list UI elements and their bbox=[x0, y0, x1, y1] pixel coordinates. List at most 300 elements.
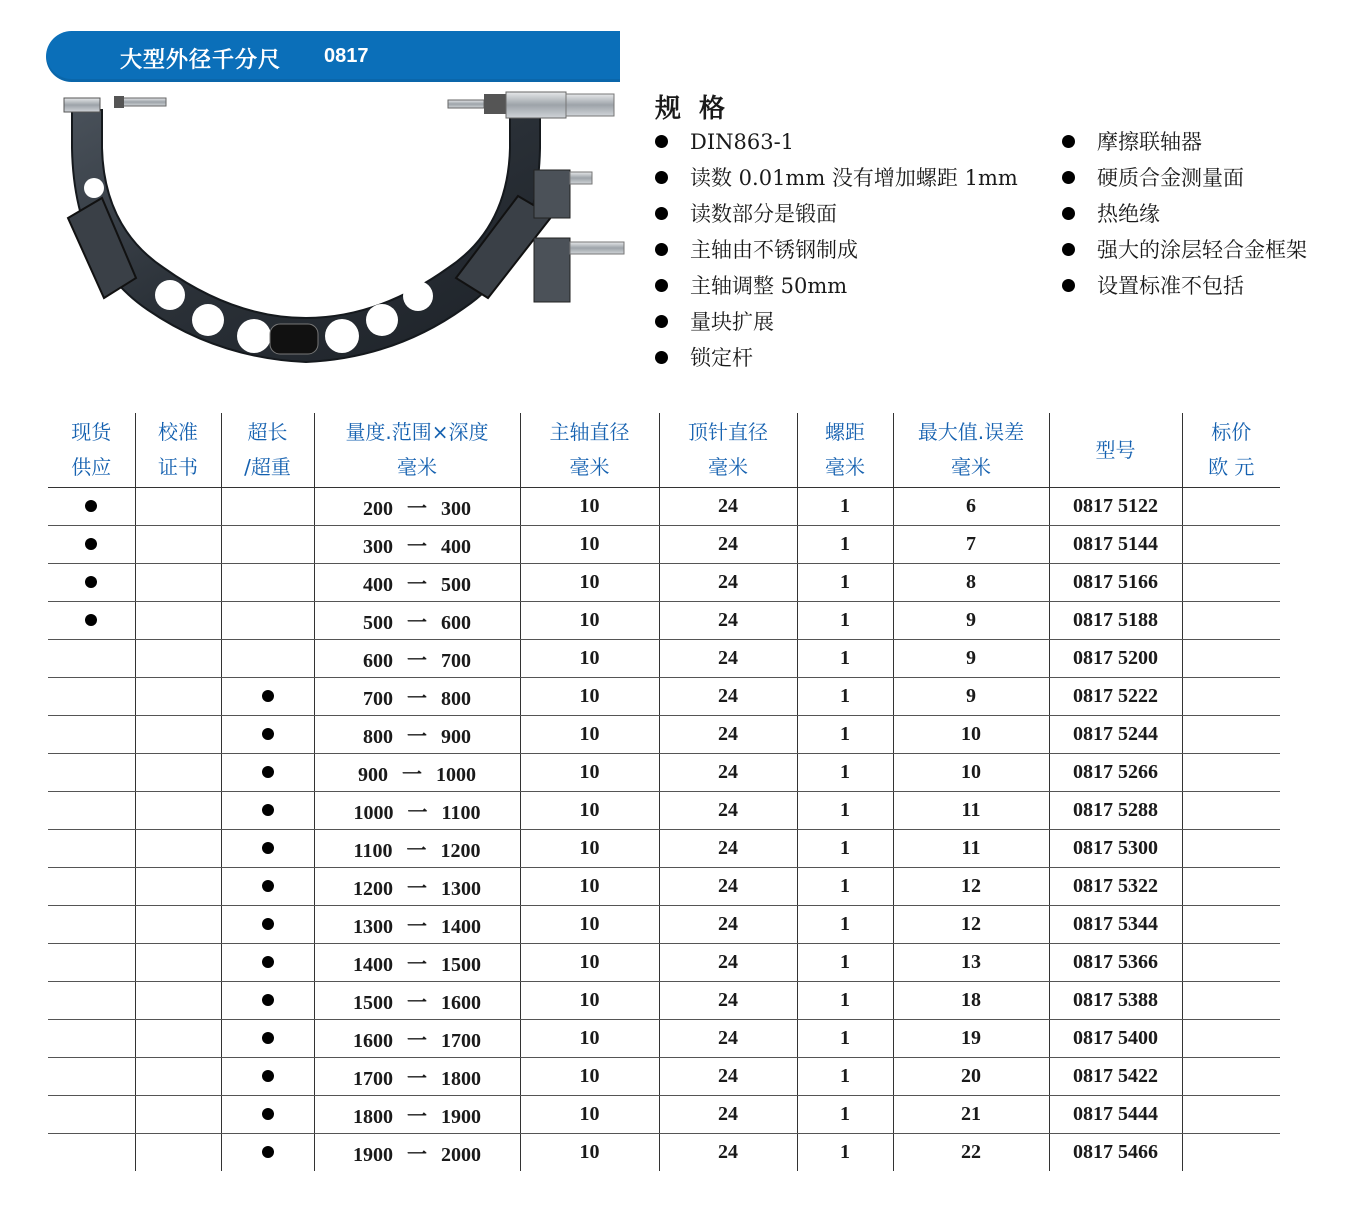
max-error: 19 bbox=[961, 1027, 981, 1049]
table-cell bbox=[1182, 868, 1280, 906]
table-cell bbox=[48, 488, 135, 526]
range-value bbox=[363, 606, 471, 635]
table-cell bbox=[1182, 640, 1280, 678]
table-cell bbox=[1049, 754, 1182, 792]
table-cell bbox=[221, 678, 314, 716]
bullet-icon bbox=[655, 135, 668, 148]
table-cell bbox=[135, 868, 221, 906]
max-error: 18 bbox=[961, 989, 981, 1011]
table-cell bbox=[48, 754, 135, 792]
bullet-icon bbox=[1062, 207, 1075, 220]
pitch-value: 1 bbox=[840, 571, 850, 593]
spindle-diameter: 10 bbox=[579, 837, 600, 859]
table-cell bbox=[659, 564, 797, 602]
micrometer-photo bbox=[44, 88, 640, 378]
table-cell bbox=[221, 868, 314, 906]
pitch-value: 1 bbox=[840, 685, 850, 707]
anvil-diameter: 24 bbox=[718, 1065, 738, 1087]
anvil-diameter: 24 bbox=[718, 495, 738, 517]
table-cell bbox=[893, 716, 1049, 754]
table-cell bbox=[893, 944, 1049, 982]
bullet-icon bbox=[262, 880, 274, 892]
range-to: 400 bbox=[441, 536, 471, 558]
bullet-icon bbox=[262, 1108, 274, 1120]
spec-item bbox=[655, 162, 1018, 198]
table-cell bbox=[797, 640, 893, 678]
table-cell bbox=[314, 792, 520, 830]
table-cell bbox=[314, 716, 520, 754]
table-cell bbox=[221, 1020, 314, 1058]
range-dash: 一 bbox=[407, 1068, 427, 1090]
range-value bbox=[353, 986, 481, 1015]
table-row bbox=[48, 1134, 1280, 1172]
bullet-icon bbox=[655, 243, 668, 256]
column-header-line1: 现货 bbox=[71, 420, 112, 444]
max-error: 20 bbox=[961, 1065, 981, 1087]
column-header-line1: 型号 bbox=[1095, 437, 1136, 462]
range-dash: 一 bbox=[407, 688, 427, 710]
range-dash: 一 bbox=[407, 536, 427, 558]
table-cell bbox=[659, 792, 797, 830]
bullet-icon bbox=[262, 690, 274, 702]
table-cell bbox=[797, 678, 893, 716]
bullet-icon bbox=[85, 614, 97, 626]
pitch-value: 1 bbox=[840, 913, 850, 935]
column-header-line1: 最大值.误差 bbox=[917, 420, 1025, 444]
bullet-icon bbox=[262, 728, 274, 740]
spec-text: 热绝缘 bbox=[1097, 202, 1160, 226]
table-cell bbox=[797, 792, 893, 830]
product-code: 0817 bbox=[324, 45, 369, 67]
anvil-diameter: 24 bbox=[718, 989, 738, 1011]
table-header-row bbox=[48, 413, 1280, 488]
table-cell bbox=[48, 868, 135, 906]
bullet-icon bbox=[655, 351, 668, 364]
pitch-value: 1 bbox=[840, 761, 850, 783]
model-number: 0817 5422 bbox=[1073, 1065, 1158, 1087]
table-row bbox=[48, 754, 1280, 792]
range-dash: 一 bbox=[406, 840, 427, 862]
bullet-icon bbox=[655, 315, 668, 328]
table-cell bbox=[1182, 1134, 1280, 1172]
table-row bbox=[48, 488, 1280, 526]
table-cell bbox=[48, 1058, 135, 1096]
spindle-diameter: 10 bbox=[579, 495, 600, 517]
table-cell bbox=[1049, 488, 1182, 526]
range-dash: 一 bbox=[407, 1144, 427, 1166]
table-cell bbox=[48, 944, 135, 982]
model-number: 0817 5244 bbox=[1073, 723, 1158, 745]
table-cell bbox=[314, 526, 520, 564]
column-header-line1: 主轴直径 bbox=[549, 420, 630, 444]
column-header bbox=[659, 413, 797, 488]
max-error: 8 bbox=[966, 571, 976, 593]
range-dash: 一 bbox=[407, 1030, 427, 1052]
anvil-diameter: 24 bbox=[718, 761, 738, 783]
spindle-diameter: 10 bbox=[579, 571, 600, 593]
table-row bbox=[48, 1020, 1280, 1058]
column-header bbox=[135, 413, 221, 488]
model-number: 0817 5288 bbox=[1073, 799, 1158, 821]
spec-list-right bbox=[1062, 126, 1307, 306]
max-error: 9 bbox=[966, 685, 976, 707]
table-cell bbox=[1049, 602, 1182, 640]
table-cell bbox=[797, 1096, 893, 1134]
table-cell bbox=[1049, 640, 1182, 678]
table-cell bbox=[1049, 944, 1182, 982]
range-from: 1000 bbox=[353, 802, 394, 824]
anvil-diameter: 24 bbox=[718, 533, 738, 555]
model-number: 0817 5466 bbox=[1073, 1141, 1158, 1163]
table-cell bbox=[48, 830, 135, 868]
spindle-diameter: 10 bbox=[579, 913, 600, 935]
range-to: 2000 bbox=[441, 1144, 481, 1166]
bullet-icon bbox=[262, 842, 274, 854]
column-header bbox=[1049, 413, 1182, 488]
spindle-diameter: 10 bbox=[579, 875, 600, 897]
column-header bbox=[314, 413, 520, 488]
table-cell bbox=[314, 982, 520, 1020]
table-cell bbox=[314, 830, 520, 868]
table-cell bbox=[1049, 1020, 1182, 1058]
bullet-icon bbox=[85, 576, 97, 588]
range-to: 1900 bbox=[441, 1106, 481, 1128]
table-cell bbox=[893, 830, 1049, 868]
spec-item bbox=[655, 234, 1018, 270]
table-cell bbox=[659, 830, 797, 868]
column-header-line1: 顶针直径 bbox=[688, 420, 768, 444]
range-value bbox=[353, 1138, 481, 1167]
range-from: 1400 bbox=[353, 954, 393, 976]
model-number: 0817 5300 bbox=[1073, 837, 1158, 859]
table-cell bbox=[659, 944, 797, 982]
table-cell bbox=[48, 526, 135, 564]
table-cell bbox=[1049, 1134, 1182, 1172]
table-cell bbox=[520, 1096, 659, 1134]
table-cell bbox=[893, 754, 1049, 792]
table-cell bbox=[135, 640, 221, 678]
table-cell bbox=[893, 1020, 1049, 1058]
table-cell bbox=[135, 754, 221, 792]
table-cell bbox=[659, 754, 797, 792]
table-row bbox=[48, 944, 1280, 982]
table-cell bbox=[797, 754, 893, 792]
range-from: 700 bbox=[363, 688, 393, 710]
table-cell bbox=[1182, 906, 1280, 944]
table-row bbox=[48, 830, 1280, 868]
column-header-line2: 毫米 bbox=[708, 455, 748, 479]
anvil-diameter: 24 bbox=[718, 951, 738, 973]
table-cell bbox=[314, 1096, 520, 1134]
model-number: 0817 5400 bbox=[1073, 1027, 1158, 1049]
table-cell bbox=[1182, 754, 1280, 792]
spec-item bbox=[655, 342, 1018, 378]
bullet-icon bbox=[262, 956, 274, 968]
table-cell bbox=[221, 640, 314, 678]
range-value bbox=[354, 834, 481, 863]
spec-text: 锁定杆 bbox=[690, 346, 753, 370]
table-cell bbox=[893, 602, 1049, 640]
table-cell bbox=[893, 982, 1049, 1020]
table-cell bbox=[520, 716, 659, 754]
table-cell bbox=[893, 640, 1049, 678]
table-cell bbox=[135, 982, 221, 1020]
spec-item bbox=[655, 270, 1018, 306]
table-cell bbox=[893, 1058, 1049, 1096]
table-cell bbox=[221, 754, 314, 792]
spec-item bbox=[1062, 198, 1307, 234]
page-title: 大型外径千分尺 bbox=[120, 48, 282, 73]
range-to: 500 bbox=[441, 574, 471, 596]
table-cell bbox=[1049, 982, 1182, 1020]
table-cell bbox=[520, 488, 659, 526]
table-cell bbox=[1182, 944, 1280, 982]
table-cell bbox=[135, 488, 221, 526]
model-number: 0817 5444 bbox=[1073, 1103, 1158, 1125]
range-to: 1100 bbox=[441, 802, 481, 824]
table-row bbox=[48, 1096, 1280, 1134]
range-value bbox=[363, 644, 471, 673]
range-dash: 一 bbox=[407, 992, 427, 1014]
column-header bbox=[520, 413, 659, 488]
range-value bbox=[358, 758, 476, 787]
column-header-line2: 毫米 bbox=[397, 455, 437, 479]
table-row bbox=[48, 1058, 1280, 1096]
bullet-icon bbox=[262, 994, 274, 1006]
table-cell bbox=[659, 678, 797, 716]
table-cell bbox=[221, 906, 314, 944]
range-value bbox=[363, 492, 471, 521]
table-cell bbox=[1049, 716, 1182, 754]
table-cell bbox=[1182, 1058, 1280, 1096]
table-cell bbox=[520, 564, 659, 602]
spec-item bbox=[655, 306, 1018, 342]
range-from: 800 bbox=[363, 726, 393, 748]
range-from: 1600 bbox=[353, 1030, 393, 1052]
anvil-diameter: 24 bbox=[718, 1027, 738, 1049]
bullet-icon bbox=[262, 766, 274, 778]
table-cell bbox=[135, 564, 221, 602]
table-cell bbox=[797, 602, 893, 640]
table-cell bbox=[797, 982, 893, 1020]
spindle-diameter: 10 bbox=[579, 1027, 600, 1049]
range-value bbox=[363, 720, 471, 749]
table-cell bbox=[797, 564, 893, 602]
model-number: 0817 5322 bbox=[1073, 875, 1158, 897]
table-cell bbox=[135, 1134, 221, 1172]
table-cell bbox=[221, 1058, 314, 1096]
column-header-line1: 量度.范围×深度 bbox=[345, 420, 489, 444]
pitch-value: 1 bbox=[840, 609, 850, 631]
range-dash: 一 bbox=[407, 954, 427, 976]
range-from: 300 bbox=[363, 536, 393, 558]
spec-item bbox=[1062, 270, 1307, 306]
table-row bbox=[48, 716, 1280, 754]
range-from: 900 bbox=[358, 764, 388, 786]
table-cell bbox=[1049, 868, 1182, 906]
table-row bbox=[48, 526, 1280, 564]
spindle-diameter: 10 bbox=[579, 761, 600, 783]
column-header bbox=[1182, 413, 1280, 488]
bullet-icon bbox=[85, 500, 97, 512]
max-error: 7 bbox=[966, 533, 976, 555]
table-cell bbox=[659, 488, 797, 526]
table-cell bbox=[659, 716, 797, 754]
range-from: 1500 bbox=[353, 992, 393, 1014]
max-error: 10 bbox=[961, 723, 981, 745]
table-cell bbox=[520, 754, 659, 792]
max-error: 22 bbox=[961, 1141, 981, 1163]
range-to: 1400 bbox=[441, 916, 481, 938]
range-value bbox=[353, 1024, 481, 1053]
table-cell bbox=[48, 602, 135, 640]
max-error: 21 bbox=[961, 1103, 981, 1125]
spec-text: 设置标准不包括 bbox=[1097, 274, 1244, 298]
column-header-line1: 标价 bbox=[1211, 420, 1252, 444]
range-dash: 一 bbox=[407, 574, 427, 596]
table-cell bbox=[221, 944, 314, 982]
table-cell bbox=[893, 526, 1049, 564]
table-cell bbox=[221, 982, 314, 1020]
bullet-icon bbox=[262, 804, 274, 816]
table-cell bbox=[520, 868, 659, 906]
range-from: 200 bbox=[363, 498, 393, 520]
table-cell bbox=[135, 906, 221, 944]
table-cell bbox=[893, 868, 1049, 906]
column-header-line2: 供应 bbox=[71, 455, 112, 479]
model-number: 0817 5388 bbox=[1073, 989, 1158, 1011]
column-header-line1: 超长 bbox=[247, 420, 288, 444]
range-to: 900 bbox=[441, 726, 471, 748]
table-cell bbox=[314, 868, 520, 906]
range-dash: 一 bbox=[407, 498, 427, 520]
pitch-value: 1 bbox=[840, 1027, 850, 1049]
table-cell bbox=[1182, 982, 1280, 1020]
anvil-diameter: 24 bbox=[718, 609, 738, 631]
table-cell bbox=[1049, 830, 1182, 868]
table-cell bbox=[797, 830, 893, 868]
table-cell bbox=[659, 1096, 797, 1134]
bullet-icon bbox=[655, 207, 668, 220]
spec-text: 摩擦联轴器 bbox=[1097, 130, 1202, 154]
spindle-diameter: 10 bbox=[579, 1141, 600, 1163]
table-cell bbox=[659, 906, 797, 944]
bullet-icon bbox=[1062, 279, 1075, 292]
column-header-line2: 欧 元 bbox=[1208, 455, 1255, 479]
table-row bbox=[48, 906, 1280, 944]
table-cell bbox=[893, 564, 1049, 602]
spindle-diameter: 10 bbox=[579, 723, 600, 745]
table-cell bbox=[314, 564, 520, 602]
product-table bbox=[48, 413, 1280, 1171]
table-cell bbox=[221, 830, 314, 868]
range-from: 1900 bbox=[353, 1144, 393, 1166]
spindle-diameter: 10 bbox=[579, 685, 600, 707]
range-from: 1100 bbox=[353, 840, 393, 862]
anvil-diameter: 24 bbox=[718, 647, 738, 669]
spec-text: 读数 0.01mm 没有增加螺距 1mm bbox=[690, 166, 1018, 190]
bullet-icon bbox=[262, 1146, 274, 1158]
pitch-value: 1 bbox=[840, 951, 850, 973]
table-row bbox=[48, 868, 1280, 906]
table-cell bbox=[314, 640, 520, 678]
table-row bbox=[48, 982, 1280, 1020]
table-cell bbox=[1182, 1020, 1280, 1058]
spec-text: 主轴调整 50mm bbox=[690, 274, 848, 298]
spec-text: 量块扩展 bbox=[690, 310, 774, 334]
table-cell bbox=[1182, 830, 1280, 868]
table-cell bbox=[221, 792, 314, 830]
table-cell bbox=[520, 906, 659, 944]
range-to: 600 bbox=[441, 612, 471, 634]
table-cell bbox=[520, 1134, 659, 1172]
table-cell bbox=[48, 678, 135, 716]
range-to: 1000 bbox=[436, 764, 476, 786]
pitch-value: 1 bbox=[840, 989, 850, 1011]
bullet-icon bbox=[85, 538, 97, 550]
spec-item bbox=[1062, 162, 1307, 198]
table-cell bbox=[135, 1020, 221, 1058]
column-header-line2: /超重 bbox=[244, 455, 291, 479]
max-error: 12 bbox=[961, 875, 981, 897]
max-error: 6 bbox=[966, 495, 976, 517]
table-cell bbox=[797, 944, 893, 982]
bullet-icon bbox=[1062, 135, 1075, 148]
table-cell bbox=[135, 944, 221, 982]
column-header-line1: 校准 bbox=[158, 420, 198, 444]
table-cell bbox=[797, 906, 893, 944]
table-cell bbox=[48, 1096, 135, 1134]
range-from: 500 bbox=[363, 612, 393, 634]
column-header-line2: 毫米 bbox=[951, 455, 991, 479]
table-cell bbox=[797, 716, 893, 754]
range-value bbox=[363, 682, 471, 711]
max-error: 13 bbox=[961, 951, 981, 973]
range-to: 300 bbox=[441, 498, 471, 520]
spec-item bbox=[1062, 234, 1307, 270]
spec-item bbox=[1062, 126, 1307, 162]
column-header-line2: 毫米 bbox=[569, 455, 610, 479]
bullet-icon bbox=[655, 279, 668, 292]
table-cell bbox=[797, 1058, 893, 1096]
table-row bbox=[48, 678, 1280, 716]
range-from: 400 bbox=[363, 574, 393, 596]
range-value bbox=[353, 872, 481, 901]
spindle-diameter: 10 bbox=[579, 1065, 600, 1087]
bullet-icon bbox=[1062, 243, 1075, 256]
table-cell bbox=[520, 830, 659, 868]
table-cell bbox=[1182, 1096, 1280, 1134]
table-cell bbox=[1182, 602, 1280, 640]
range-dash: 一 bbox=[402, 764, 422, 786]
range-from: 1700 bbox=[353, 1068, 393, 1090]
column-header-line1: 螺距 bbox=[825, 420, 865, 444]
anvil-diameter: 24 bbox=[718, 837, 738, 859]
table-cell bbox=[1182, 526, 1280, 564]
table-cell bbox=[221, 564, 314, 602]
model-number: 0817 5166 bbox=[1073, 571, 1158, 593]
table-cell bbox=[659, 868, 797, 906]
table-cell bbox=[659, 526, 797, 564]
anvil-diameter: 24 bbox=[718, 875, 738, 897]
range-dash: 一 bbox=[407, 612, 427, 634]
range-dash: 一 bbox=[407, 802, 428, 824]
bullet-icon bbox=[655, 171, 668, 184]
model-number: 0817 5266 bbox=[1073, 761, 1158, 783]
table-cell bbox=[520, 678, 659, 716]
table-cell bbox=[520, 1020, 659, 1058]
table-cell bbox=[135, 716, 221, 754]
